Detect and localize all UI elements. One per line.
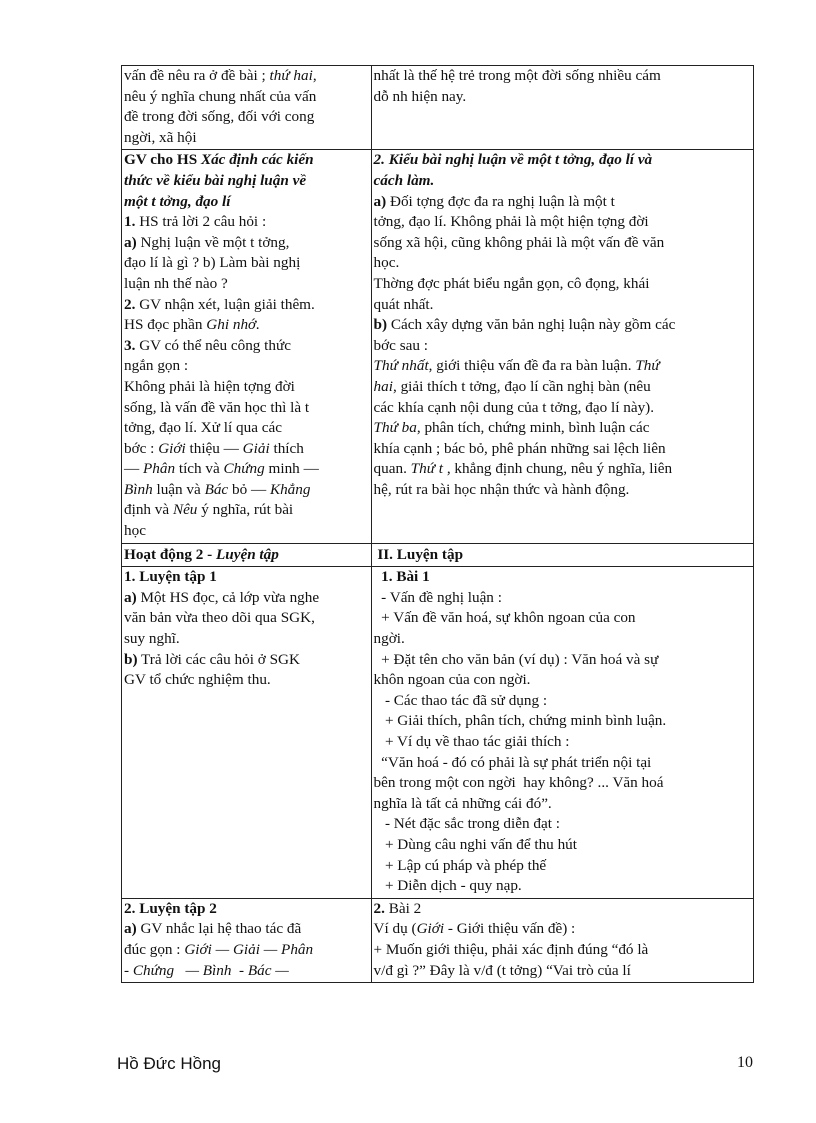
row5-left-cell: 2. Luyện tập 2 a) GV nhắc lại hệ thao tác đã đúc gọn : Giới — Giải — Phân - Chứng — Bình - Bác — xyxy=(122,898,372,982)
list-item: + Lập cú pháp và phép thế xyxy=(373,856,547,874)
list-item: - Nét đặc sắc trong diễn đạt : xyxy=(373,815,560,833)
table-row xyxy=(122,543,754,567)
list-item: 1. Bài 1 xyxy=(373,568,430,586)
list-item: nghĩa là tất cả những cái đó”. xyxy=(373,794,552,812)
table-row xyxy=(122,567,754,899)
list-item: + Ví dụ về thao tác giải thích : xyxy=(373,733,570,750)
list-item: ngời. xyxy=(373,630,405,648)
list-item: + Vấn đề văn hoá, sự khôn ngoan của con xyxy=(373,609,636,627)
list-item: khôn ngoan của con ngời. xyxy=(373,671,531,689)
row1-left-cell: vấn đề nêu ra ở đề bài ; thứ hai, nêu ý nghĩa chung nhất của vấn đề trong đời sống, đối với cong ngời, xã hội xyxy=(122,66,372,150)
table-row xyxy=(122,898,754,982)
row1-right-cell: nhất là thế hệ trẻ trong một đời sống nhiều cám dỗ nh hiện nay. xyxy=(371,66,753,150)
table-row xyxy=(122,150,754,543)
activity-heading-cell: Hoạt động 2 - Luyện tập xyxy=(122,543,372,567)
list-item: “Văn hoá - đó có phải là sự phát triển nội tại xyxy=(373,753,652,771)
section-heading-cell: II. Luyện tập xyxy=(371,543,753,567)
lesson-table xyxy=(121,65,754,983)
table-row xyxy=(122,66,754,150)
list-item: + Dùng câu nghi vấn để thu hút xyxy=(373,835,577,853)
list-item: + Giải thích, phân tích, chứng minh bình luận. xyxy=(373,712,667,730)
row2-right-cell: 2. Kiểu bài nghị luận về một t tởng, đạo lí và cách làm. a) Đối tợng đợc đa ra nghị luận là một t tởng, đạo lí. Không phải là một hiện tợng đời sống xã hội, cũng không phải là một vấn đề văn học. Thờng đợc phát biểu ngắn gọn, cô đọng, khái quát nhất. b) Cách xây dựng văn bản nghị luận này gồm các bớc sau : Thứ nhất, giới thiệu vấn đề đa ra bàn luận. Thứ hai, giải thích t tởng, đạo lí cần nghị bàn (nêu các khía cạnh nội dung của t tởng, đạo lí này). Thứ ba, phân tích, chứng minh, bình luận các khía cạnh ; bác bỏ, phê phán những sai lệch liên quan. Thứ t , khẳng định chung, nêu ý nghĩa, liên hệ, rút ra bài học nhận thức và hành động. xyxy=(371,150,753,543)
list-item: - Các thao tác đã sử dụng : xyxy=(373,691,548,709)
page-number: 10 xyxy=(737,1054,753,1071)
list-item: bên trong một con ngời hay không? ... Văn hoá xyxy=(373,774,664,792)
row2-left-cell: GV cho HS Xác định các kiến thức về kiểu bài nghị luận về một t tởng, đạo lí 1. HS trả lời 2 câu hỏi : a) Nghị luận về một t tởng, đạo lí là gì ? b) Làm bài nghị luận nh thế nào ? 2. GV nhận xét, luận giải thêm. HS đọc phần Ghi nhớ. 3. GV có thể nêu công thức ngắn gọn : Không phải là hiện tợng đời sống, là vấn đề văn học thì là t tởng, đạo lí. Xử lí qua các bớc : Giới thiệu — Giải thích — Phân tích và Chứng minh — Bình luận và Bác bỏ — Khẳng định và Nêu ý nghĩa, rút bài học xyxy=(122,150,372,543)
list-item: + Diễn dịch - quy nạp. xyxy=(373,877,522,895)
footer-author: Hồ Đức Hồng xyxy=(117,1054,221,1073)
row4-left-cell: 1. Luyện tập 1 a) Một HS đọc, cả lớp vừa nghe văn bản vừa theo dõi qua SGK, suy nghĩ. b) Trả lời các câu hỏi ở SGK GV tổ chức nghiệm thu. xyxy=(122,567,372,899)
list-item: - Vấn đề nghị luận : xyxy=(373,588,502,606)
row5-right-cell: 2. Bài 2 Ví dụ (Giới - Giới thiệu vấn đề) : + Muốn giới thiệu, phải xác định đúng “đó là v/đ gì ?” Đây là v/đ (t tởng) “Vai trò của lí xyxy=(371,898,753,982)
list-item: + Đặt tên cho văn bản (ví dụ) : Văn hoá và sự xyxy=(373,650,659,668)
row4-right-cell xyxy=(371,567,753,899)
